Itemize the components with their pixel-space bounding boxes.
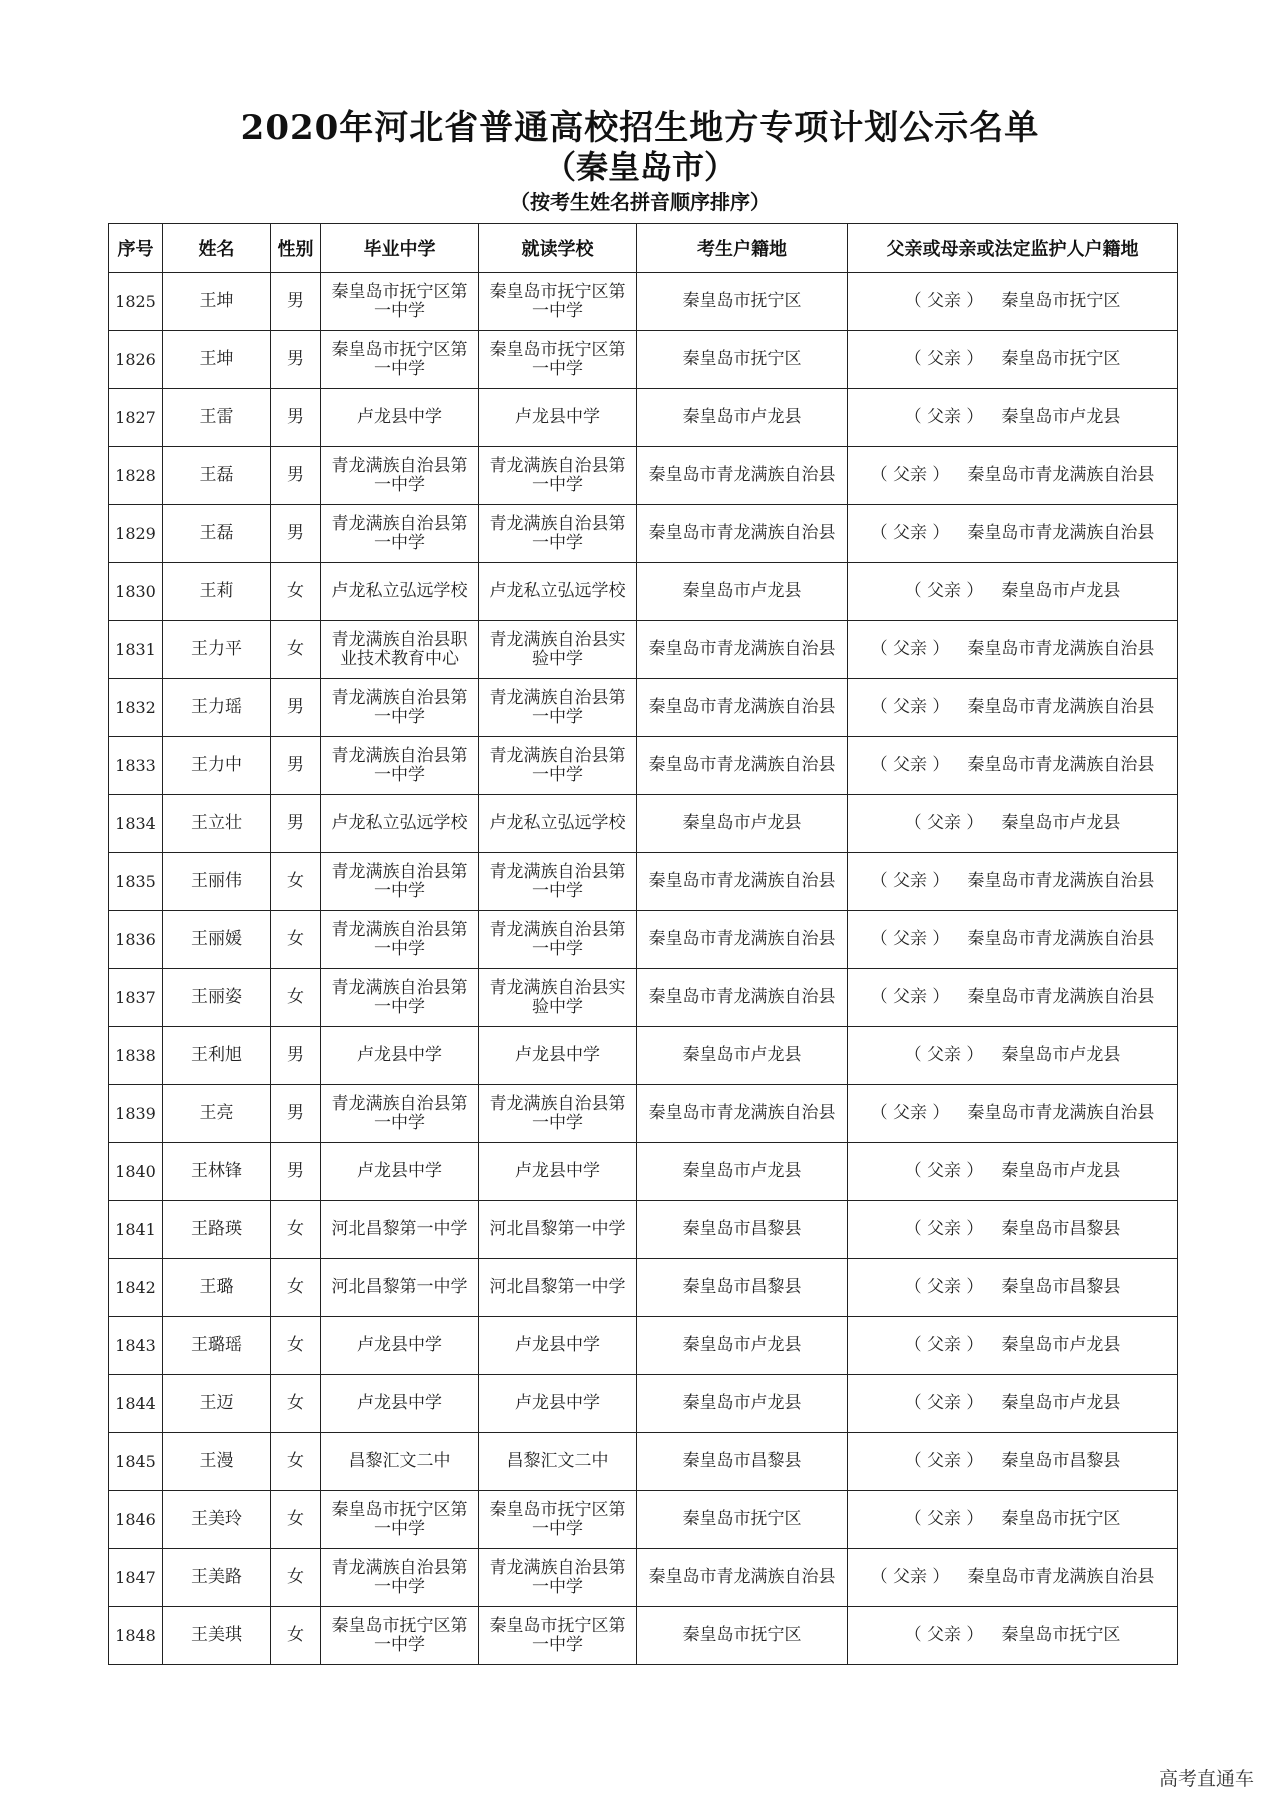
cell-name: 王力平 [163,621,271,679]
cell-guardian [848,911,1178,969]
col-header-name: 姓名 [163,224,271,273]
table-row [109,1027,1178,1085]
cell-residence: 秦皇岛市青龙满族自治县 [637,853,848,911]
cell-grad-school: 青龙满族自治县第一中学 [321,853,479,911]
guardian-relation: （ 父亲 ） [904,1625,984,1645]
cell-seq: 1832 [109,679,163,737]
cell-residence: 秦皇岛市抚宁区 [637,273,848,331]
cell-grad-school: 秦皇岛市抚宁区第一中学 [321,273,479,331]
cell-seq: 1844 [109,1375,163,1433]
cell-study-school: 青龙满族自治县第一中学 [479,853,637,911]
table-row [109,853,1178,911]
cell-seq: 1831 [109,621,163,679]
cell-grad-school: 青龙满族自治县第一中学 [321,679,479,737]
guardian-relation: （ 父亲 ） [870,871,950,891]
guardian-residence: 秦皇岛市卢龙县 [1001,581,1121,601]
cell-study-school: 青龙满族自治县第一中学 [479,447,637,505]
col-header-guardian-residence: 父亲或母亲或法定监护人户籍地 [848,224,1178,273]
cell-seq: 1828 [109,447,163,505]
guardian-residence: 秦皇岛市抚宁区 [1001,349,1121,369]
cell-grad-school: 秦皇岛市抚宁区第一中学 [321,331,479,389]
cell-residence: 秦皇岛市青龙满族自治县 [637,505,848,563]
cell-gender: 女 [271,1375,321,1433]
guardian-residence: 秦皇岛市卢龙县 [1001,1335,1121,1355]
cell-guardian [848,853,1178,911]
cell-gender: 女 [271,911,321,969]
guardian-residence: 秦皇岛市青龙满族自治县 [967,755,1155,775]
cell-study-school: 秦皇岛市抚宁区第一中学 [479,1491,637,1549]
cell-study-school: 卢龙私立弘远学校 [479,563,637,621]
cell-gender: 女 [271,1607,321,1665]
cell-gender: 女 [271,563,321,621]
cell-seq: 1835 [109,853,163,911]
cell-residence: 秦皇岛市卢龙县 [637,1027,848,1085]
cell-grad-school: 昌黎汇文二中 [321,1433,479,1491]
cell-grad-school: 卢龙私立弘远学校 [321,563,479,621]
cell-study-school: 卢龙县中学 [479,1027,637,1085]
table-header-row [109,224,1178,273]
cell-name: 王力中 [163,737,271,795]
guardian-relation: （ 父亲 ） [904,813,984,833]
guardian-relation: （ 父亲 ） [904,581,984,601]
cell-guardian [848,1027,1178,1085]
guardian-residence: 秦皇岛市昌黎县 [1001,1277,1121,1297]
table-row [109,505,1178,563]
cell-gender: 女 [271,1549,321,1607]
guardian-residence: 秦皇岛市青龙满族自治县 [967,639,1155,659]
col-header-residence: 考生户籍地 [637,224,848,273]
cell-name: 王璐 [163,1259,271,1317]
guardian-residence: 秦皇岛市昌黎县 [1001,1451,1121,1471]
cell-grad-school: 卢龙县中学 [321,1375,479,1433]
cell-grad-school: 青龙满族自治县第一中学 [321,969,479,1027]
cell-name: 王磊 [163,505,271,563]
col-header-grad-school: 毕业中学 [321,224,479,273]
document-subtitle: （秦皇岛市） [543,148,736,186]
cell-study-school: 青龙满族自治县第一中学 [479,1085,637,1143]
roster-table [108,223,1178,1665]
cell-guardian [848,447,1178,505]
cell-gender: 男 [271,679,321,737]
guardian-relation: （ 父亲 ） [870,1567,950,1587]
table-row [109,737,1178,795]
cell-grad-school: 青龙满族自治县职业技术教育中心 [321,621,479,679]
table-row [109,1201,1178,1259]
guardian-relation: （ 父亲 ） [870,1103,950,1123]
cell-seq: 1834 [109,795,163,853]
guardian-residence: 秦皇岛市青龙满族自治县 [967,465,1155,485]
cell-seq: 1847 [109,1549,163,1607]
cell-seq: 1842 [109,1259,163,1317]
cell-name: 王立壮 [163,795,271,853]
guardian-relation: （ 父亲 ） [904,1335,984,1355]
cell-grad-school: 卢龙县中学 [321,1027,479,1085]
cell-guardian [848,795,1178,853]
cell-residence: 秦皇岛市抚宁区 [637,1607,848,1665]
guardian-relation: （ 父亲 ） [870,523,950,543]
cell-grad-school: 卢龙县中学 [321,1317,479,1375]
cell-grad-school: 青龙满族自治县第一中学 [321,1549,479,1607]
guardian-residence: 秦皇岛市抚宁区 [1001,1625,1121,1645]
guardian-residence: 秦皇岛市青龙满族自治县 [967,1567,1155,1587]
guardian-residence: 秦皇岛市青龙满族自治县 [967,871,1155,891]
guardian-residence: 秦皇岛市青龙满族自治县 [967,1103,1155,1123]
cell-name: 王美玲 [163,1491,271,1549]
cell-name: 王亮 [163,1085,271,1143]
cell-seq: 1840 [109,1143,163,1201]
cell-name: 王利旭 [163,1027,271,1085]
cell-seq: 1837 [109,969,163,1027]
table-row [109,621,1178,679]
cell-gender: 男 [271,331,321,389]
cell-residence: 秦皇岛市昌黎县 [637,1433,848,1491]
cell-name: 王丽伟 [163,853,271,911]
cell-seq: 1838 [109,1027,163,1085]
cell-grad-school: 秦皇岛市抚宁区第一中学 [321,1607,479,1665]
guardian-relation: （ 父亲 ） [904,1451,984,1471]
cell-gender: 男 [271,505,321,563]
guardian-residence: 秦皇岛市青龙满族自治县 [967,929,1155,949]
cell-study-school: 卢龙私立弘远学校 [479,795,637,853]
cell-guardian [848,1317,1178,1375]
guardian-residence: 秦皇岛市卢龙县 [1001,1161,1121,1181]
cell-residence: 秦皇岛市抚宁区 [637,1491,848,1549]
cell-name: 王迈 [163,1375,271,1433]
guardian-residence: 秦皇岛市青龙满族自治县 [967,987,1155,1007]
cell-grad-school: 青龙满族自治县第一中学 [321,505,479,563]
cell-study-school: 卢龙县中学 [479,1375,637,1433]
cell-study-school: 青龙满族自治县实验中学 [479,969,637,1027]
cell-grad-school: 卢龙私立弘远学校 [321,795,479,853]
cell-seq: 1826 [109,331,163,389]
cell-gender: 男 [271,447,321,505]
table-row [109,1607,1178,1665]
table-row [109,1375,1178,1433]
guardian-residence: 秦皇岛市抚宁区 [1001,291,1121,311]
cell-residence: 秦皇岛市青龙满族自治县 [637,911,848,969]
cell-guardian [848,273,1178,331]
cell-study-school: 青龙满族自治县实验中学 [479,621,637,679]
table-row [109,1549,1178,1607]
col-header-seq: 序号 [109,224,163,273]
cell-gender: 女 [271,1317,321,1375]
cell-name: 王坤 [163,331,271,389]
cell-name: 王磊 [163,447,271,505]
cell-name: 王美路 [163,1549,271,1607]
guardian-relation: （ 父亲 ） [904,1219,984,1239]
guardian-residence: 秦皇岛市卢龙县 [1001,407,1121,427]
cell-residence: 秦皇岛市卢龙县 [637,563,848,621]
guardian-residence: 秦皇岛市卢龙县 [1001,813,1121,833]
table-row [109,911,1178,969]
cell-guardian [848,1491,1178,1549]
guardian-residence: 秦皇岛市抚宁区 [1001,1509,1121,1529]
cell-seq: 1836 [109,911,163,969]
col-header-study-school: 就读学校 [479,224,637,273]
cell-study-school: 秦皇岛市抚宁区第一中学 [479,331,637,389]
cell-name: 王丽姿 [163,969,271,1027]
cell-study-school: 青龙满族自治县第一中学 [479,1549,637,1607]
cell-study-school: 青龙满族自治县第一中学 [479,911,637,969]
cell-residence: 秦皇岛市青龙满族自治县 [637,679,848,737]
cell-study-school: 青龙满族自治县第一中学 [479,679,637,737]
table-row [109,447,1178,505]
guardian-relation: （ 父亲 ） [904,1509,984,1529]
table-row [109,1259,1178,1317]
guardian-relation: （ 父亲 ） [904,1277,984,1297]
cell-gender: 男 [271,1085,321,1143]
col-header-gender: 性别 [271,224,321,273]
cell-study-school: 昌黎汇文二中 [479,1433,637,1491]
cell-residence: 秦皇岛市抚宁区 [637,331,848,389]
guardian-relation: （ 父亲 ） [870,755,950,775]
guardian-residence: 秦皇岛市青龙满族自治县 [967,697,1155,717]
guardian-relation: （ 父亲 ） [904,1393,984,1413]
table-row [109,1143,1178,1201]
cell-gender: 女 [271,1259,321,1317]
cell-residence: 秦皇岛市卢龙县 [637,389,848,447]
cell-seq: 1829 [109,505,163,563]
guardian-relation: （ 父亲 ） [870,929,950,949]
cell-study-school: 卢龙县中学 [479,389,637,447]
cell-guardian [848,331,1178,389]
cell-seq: 1841 [109,1201,163,1259]
cell-residence: 秦皇岛市卢龙县 [637,1375,848,1433]
table-body [109,273,1178,1665]
cell-guardian [848,1549,1178,1607]
guardian-relation: （ 父亲 ） [904,291,984,311]
table-row [109,563,1178,621]
cell-residence: 秦皇岛市青龙满族自治县 [637,1085,848,1143]
cell-residence: 秦皇岛市昌黎县 [637,1259,848,1317]
cell-residence: 秦皇岛市昌黎县 [637,1201,848,1259]
cell-guardian [848,1259,1178,1317]
cell-grad-school: 青龙满族自治县第一中学 [321,1085,479,1143]
cell-guardian [848,1607,1178,1665]
guardian-relation: （ 父亲 ） [870,639,950,659]
cell-residence: 秦皇岛市青龙满族自治县 [637,621,848,679]
cell-study-school: 河北昌黎第一中学 [479,1259,637,1317]
cell-residence: 秦皇岛市卢龙县 [637,1317,848,1375]
cell-name: 王美琪 [163,1607,271,1665]
cell-grad-school: 青龙满族自治县第一中学 [321,447,479,505]
cell-seq: 1843 [109,1317,163,1375]
cell-study-school: 河北昌黎第一中学 [479,1201,637,1259]
cell-seq: 1846 [109,1491,163,1549]
cell-seq: 1848 [109,1607,163,1665]
watermark-label: 高考直通车 [1158,1768,1254,1790]
table-row [109,1433,1178,1491]
cell-gender: 女 [271,853,321,911]
cell-gender: 男 [271,1027,321,1085]
cell-name: 王漫 [163,1433,271,1491]
cell-grad-school: 河北昌黎第一中学 [321,1201,479,1259]
cell-study-school: 青龙满族自治县第一中学 [479,505,637,563]
table-row [109,679,1178,737]
table-row [109,1491,1178,1549]
document-title: 2020年河北省普通高校招生地方专项计划公示名单 [240,108,1040,148]
guardian-relation: （ 父亲 ） [904,407,984,427]
cell-seq: 1833 [109,737,163,795]
cell-gender: 男 [271,737,321,795]
cell-grad-school: 卢龙县中学 [321,1143,479,1201]
guardian-relation: （ 父亲 ） [904,1045,984,1065]
cell-gender: 女 [271,1491,321,1549]
cell-gender: 男 [271,389,321,447]
table-row [109,389,1178,447]
cell-guardian [848,969,1178,1027]
cell-grad-school: 河北昌黎第一中学 [321,1259,479,1317]
cell-name: 王莉 [163,563,271,621]
sort-note: （按考生姓名拼音顺序排序） [510,190,770,214]
guardian-relation: （ 父亲 ） [870,465,950,485]
guardian-residence: 秦皇岛市卢龙县 [1001,1393,1121,1413]
cell-seq: 1825 [109,273,163,331]
cell-guardian [848,679,1178,737]
cell-study-school: 秦皇岛市抚宁区第一中学 [479,273,637,331]
cell-study-school: 秦皇岛市抚宁区第一中学 [479,1607,637,1665]
guardian-residence: 秦皇岛市青龙满族自治县 [967,523,1155,543]
cell-gender: 女 [271,621,321,679]
cell-seq: 1839 [109,1085,163,1143]
cell-gender: 男 [271,1143,321,1201]
cell-grad-school: 秦皇岛市抚宁区第一中学 [321,1491,479,1549]
cell-gender: 女 [271,1201,321,1259]
cell-name: 王力瑶 [163,679,271,737]
cell-guardian [848,737,1178,795]
guardian-relation: （ 父亲 ） [904,1161,984,1181]
cell-gender: 男 [271,795,321,853]
cell-guardian [848,1085,1178,1143]
cell-name: 王雷 [163,389,271,447]
cell-residence: 秦皇岛市卢龙县 [637,1143,848,1201]
cell-name: 王林锋 [163,1143,271,1201]
cell-study-school: 青龙满族自治县第一中学 [479,737,637,795]
cell-guardian [848,1433,1178,1491]
table-row [109,331,1178,389]
cell-seq: 1827 [109,389,163,447]
guardian-relation: （ 父亲 ） [870,987,950,1007]
cell-name: 王坤 [163,273,271,331]
cell-grad-school: 卢龙县中学 [321,389,479,447]
cell-name: 王丽媛 [163,911,271,969]
cell-gender: 男 [271,273,321,331]
guardian-residence: 秦皇岛市卢龙县 [1001,1045,1121,1065]
cell-grad-school: 青龙满族自治县第一中学 [321,737,479,795]
cell-name: 王璐瑶 [163,1317,271,1375]
guardian-relation: （ 父亲 ） [870,697,950,717]
cell-residence: 秦皇岛市卢龙县 [637,795,848,853]
table-row [109,1317,1178,1375]
cell-guardian [848,389,1178,447]
cell-residence: 秦皇岛市青龙满族自治县 [637,969,848,1027]
table-row [109,1085,1178,1143]
cell-seq: 1845 [109,1433,163,1491]
cell-residence: 秦皇岛市青龙满族自治县 [637,1549,848,1607]
guardian-relation: （ 父亲 ） [904,349,984,369]
cell-seq: 1830 [109,563,163,621]
table-row [109,795,1178,853]
cell-name: 王路瑛 [163,1201,271,1259]
cell-guardian [848,1201,1178,1259]
cell-gender: 女 [271,969,321,1027]
guardian-residence: 秦皇岛市昌黎县 [1001,1219,1121,1239]
table-row [109,273,1178,331]
cell-study-school: 卢龙县中学 [479,1143,637,1201]
cell-residence: 秦皇岛市青龙满族自治县 [637,737,848,795]
cell-guardian [848,621,1178,679]
cell-guardian [848,1375,1178,1433]
cell-guardian [848,1143,1178,1201]
cell-gender: 女 [271,1433,321,1491]
cell-grad-school: 青龙满族自治县第一中学 [321,911,479,969]
cell-residence: 秦皇岛市青龙满族自治县 [637,447,848,505]
cell-guardian [848,505,1178,563]
cell-guardian [848,563,1178,621]
table-row [109,969,1178,1027]
cell-study-school: 卢龙县中学 [479,1317,637,1375]
